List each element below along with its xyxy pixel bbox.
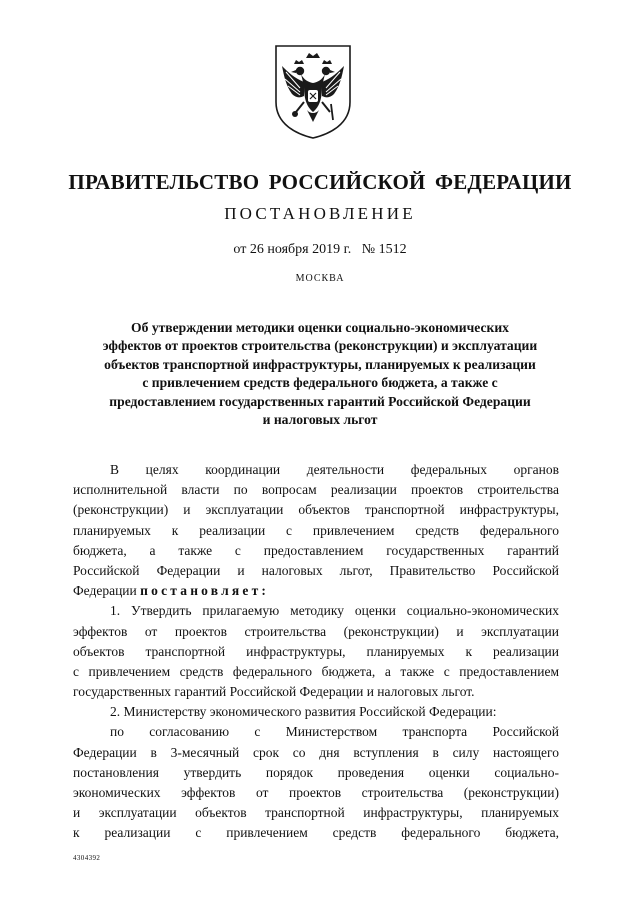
date-number-line (0, 242, 640, 258)
body-line: объектов транспортной инфраструктуры, планируемых к реализации (73, 643, 559, 659)
body-line: В целях координации деятельности федеральных органов (110, 462, 559, 477)
heading-line: Об утверждении методики оценки социально-экономических (131, 320, 509, 335)
document-number: № 1512 (361, 242, 407, 257)
resolution-word: постановляет: (140, 583, 270, 599)
city: МОСКВА (295, 273, 345, 284)
body-line: бюджета, а также с предоставлением государственных гарантий (73, 542, 559, 558)
body-line: эффектов от проектов строительства (реконструкции) и эксплуатации (73, 623, 559, 639)
heading-line: объектов транспортной инфраструктуры, планируемых к реализации (104, 356, 536, 372)
document-date: от 26 ноября 2019 г. (233, 242, 352, 257)
body-line: (реконструкции) и эксплуатации объектов транспортной инфраструктуры, (73, 502, 559, 518)
body-line: и эксплуатации объектов транспортной инфраструктуры, планируемых (73, 805, 559, 821)
body-line: Федерации в 3-месячный срок со дня вступления в силу настоящего (73, 744, 559, 760)
government-title: ПРАВИТЕЛЬСТВО РОССИЙСКОЙ ФЕДЕРАЦИИ (68, 170, 572, 194)
body-line: 2. Министерству экономического развития Российской Федерации: (110, 704, 497, 720)
body-line (73, 581, 559, 601)
document-heading (0, 319, 640, 429)
body-line: исполнительной власти по вопросам реализации проектов строительства (73, 482, 559, 498)
body-line: к реализации с привлечением средств федерального бюджета, (73, 825, 559, 841)
document-code: 4304392 (73, 854, 101, 862)
heading-line: эффектов от проектов строительства (реконструкции) и эксплуатации (102, 338, 538, 354)
body-line: экономических эффектов от проектов строительства (реконструкции) (73, 785, 559, 800)
document-body (73, 460, 559, 844)
russian-coat-of-arms-icon (270, 42, 356, 140)
body-line: постановления утвердить порядок проведения оценки социально- (73, 764, 559, 780)
document-type: ПОСТАНОВЛЕНИЕ (224, 204, 416, 223)
body-line: государственных гарантий Российской Федерации и налоговых льгот. (73, 684, 475, 700)
heading-line: с привлечением средств федерального бюджета, а также с (142, 375, 498, 391)
body-line: с привлечением средств федерального бюджета, а также с предоставлением (73, 663, 559, 679)
body-line: по согласованию с Министерством транспорта Российской (110, 724, 559, 740)
body-line: планируемых к реализации с привлечением средств федерального (73, 522, 559, 538)
heading-line: предоставлением государственных гарантий Российской Федерации (109, 393, 531, 409)
body-line: 1. Утвердить прилагаемую методику оценки социально-экономических (110, 603, 559, 619)
heading-line: и налоговых льгот (262, 412, 378, 428)
body-line: Российской Федерации и налоговых льгот, Правительство Российской (73, 562, 559, 578)
body-text-fragment: Федерации (73, 583, 137, 599)
